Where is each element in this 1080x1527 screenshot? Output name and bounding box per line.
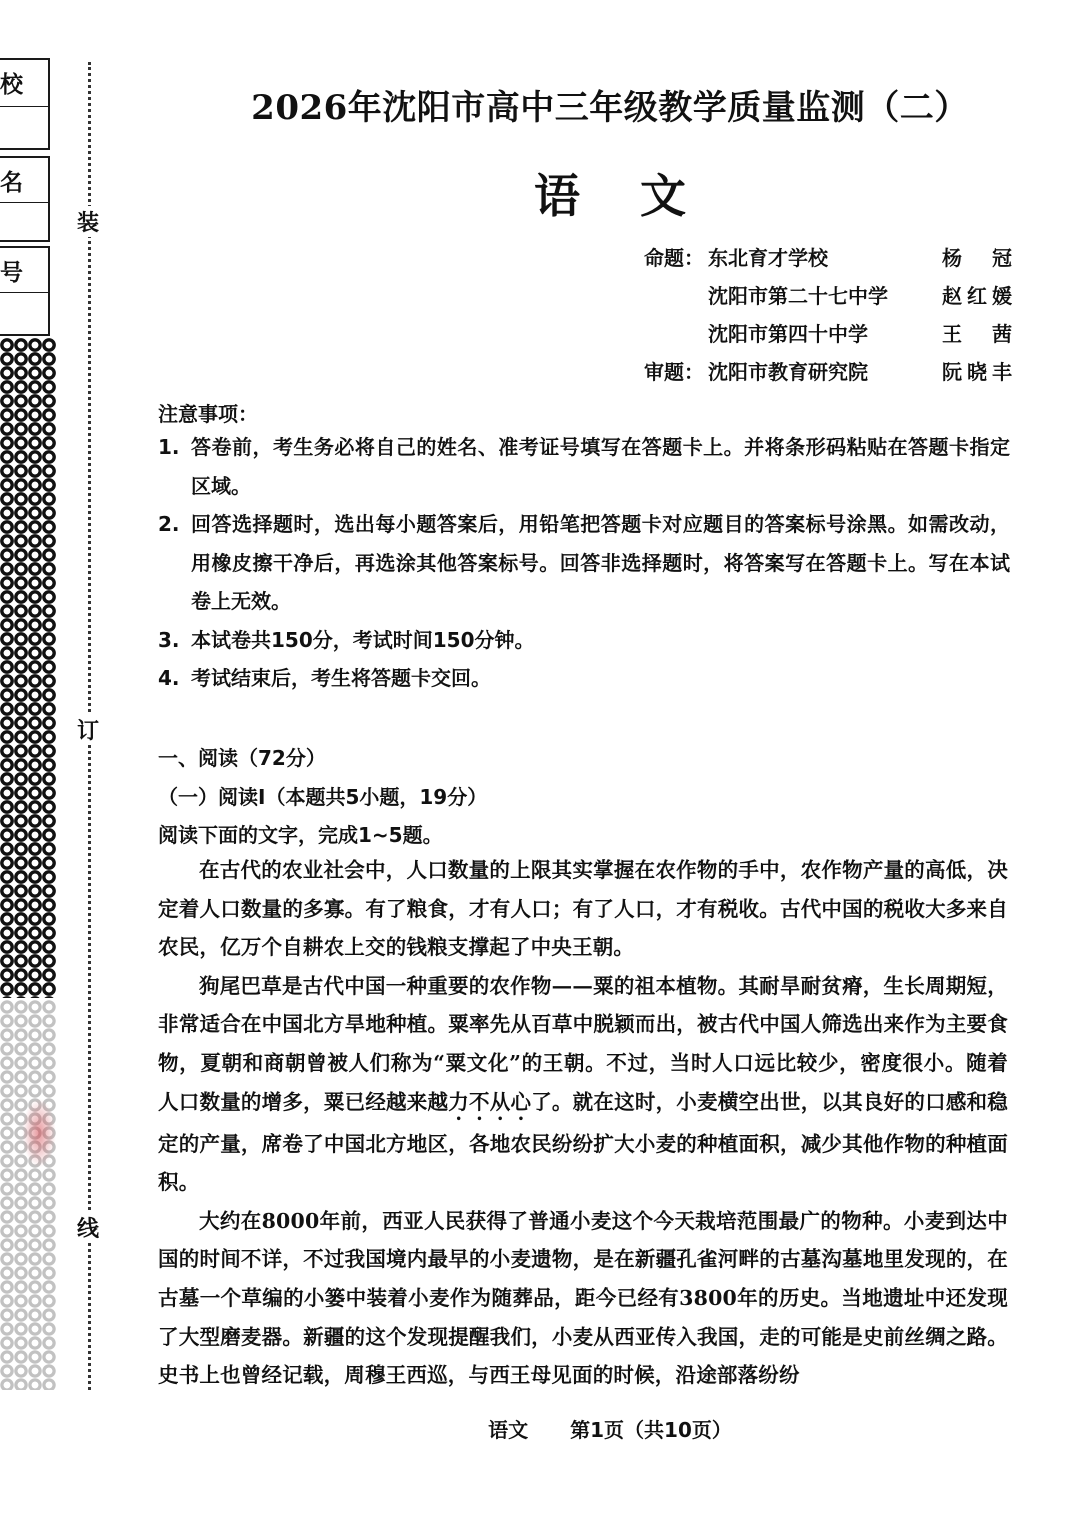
notice-item [158, 428, 1010, 505]
binding-char-zhuang: 装 [74, 206, 102, 237]
credit-person: 赵红媛 [942, 284, 1012, 308]
credit-person: 王茜 [942, 322, 1012, 346]
page-footer [150, 1414, 1070, 1443]
notice-list [158, 428, 1010, 698]
binding-char-xian: 线 [74, 1212, 102, 1243]
school-field-label: 校 [0, 72, 23, 98]
credit-person: 杨冠 [942, 246, 1012, 270]
name-field-label: 名 [0, 170, 23, 196]
credit-row [640, 352, 1020, 390]
passage-text: 了。就在这时，小麦横空出世，以其良好的口感和稳定的产量，席卷了中国北方地区，各地农民纷纷扩大小麦的种植面积，减少其他作物的种植面积。 [158, 1089, 1008, 1195]
credits-block [640, 238, 1020, 390]
binding-margin [0, 0, 100, 1527]
notice-text: 本试卷共150分，考试时间150分钟。 [191, 627, 535, 652]
credit-role: 审题： [644, 360, 704, 384]
passage-paragraph: 在古代的农业社会中，人口数量的上限其实掌握在农作物的手中，农作物产量的高低，决定着人口数量的多寡。有了粮食，才有人口；有了人口，才有税收。古代中国的税收大多来自农民，亿万个自耕农上交的钱粮支撑起了中央王朝。 [158, 858, 1008, 960]
notice-text: 考试结束后，考生将答题卡交回。 [191, 666, 491, 690]
credit-person: 阮晓丰 [942, 360, 1012, 384]
red-stamp-mark [22, 1098, 56, 1168]
notice-title: 注意事项： [158, 402, 258, 426]
notice-text: 回答选择题时，选出每小题答案后，用铅笔把答题卡对应题目的答案标号涂黑。如需改动，用橡皮擦干净后，再选涂其他答案标号。回答非选择题时，将答案写在答题卡上。写在本试卷上无效。 [191, 512, 1010, 613]
notice-item [158, 659, 1010, 698]
credit-school: 沈阳市教育研究院 [708, 360, 868, 384]
credit-role: 命题： [644, 246, 704, 270]
notice-item [158, 621, 1010, 660]
reading-passage [158, 851, 1008, 1395]
subject-title: 语文 [534, 169, 746, 223]
school-field [0, 58, 50, 150]
binding-char-ding: 订 [74, 714, 102, 745]
number-field [0, 246, 50, 336]
credit-school: 东北育才学校 [708, 246, 828, 270]
credit-row [640, 238, 1020, 276]
notice-text: 答卷前，考生务必将自己的姓名、准考证号填写在答题卡上。并将条形码粘贴在答题卡指定区域。 [191, 435, 1010, 498]
footer-subject: 语文 [488, 1418, 529, 1442]
section-heading: 一、阅读（72分） [158, 746, 326, 770]
notice-item [158, 505, 1010, 621]
reading-instruction: 阅读下面的文字，完成1~5题。 [158, 823, 443, 847]
passage-paragraph [158, 967, 1008, 1202]
notice-number: 1. [158, 435, 180, 459]
subsection-heading: （一）阅读Ⅰ（本题共5小题，19分） [158, 785, 488, 809]
notice-number: 4. [158, 666, 180, 690]
credit-school: 沈阳市第四十中学 [708, 322, 868, 346]
passage-paragraph: 大约在8000年前，西亚人民获得了普通小麦这个今天栽培范围最广的物种。小麦到达中国的时间不详，不过我国境内最早的小麦遗物，是在新疆孔雀河畔的古墓沟墓地里发现的，在古墓一个草编的小篓中装着小麦作为随葬品，距今已经有3800年的历史。当地遗址中还发现了大型磨麦器。新疆的这个发现提醒我们，小麦从西亚传入我国，走的可能是史前丝绸之路。史书上也曾经记载，周穆王西巡，与西王母见面的时候，沿途部落纷纷 [158, 1208, 1008, 1388]
gear-pattern [0, 338, 56, 998]
credit-row [640, 276, 1020, 314]
credit-row [640, 314, 1020, 352]
footer-page-number: 第1页（共10页） [570, 1418, 732, 1442]
exam-title: 2026年沈阳市高中三年级教学质量监测（二） [251, 88, 969, 128]
emphasized-phrase: 力不从心 [448, 1089, 532, 1114]
notice-number: 2. [158, 512, 180, 536]
gear-pattern-faded [0, 1000, 56, 1390]
number-field-label: 号 [0, 260, 23, 286]
name-field [0, 156, 50, 242]
credit-school: 沈阳市第二十七中学 [708, 284, 888, 308]
passage-text: 狗尾巴草是古代中国一种重要的农作物——粟的祖本植物。其耐旱耐贫瘠，生长周期短，非常适合在中国北方旱地种植。粟率先从百草中脱颖而出，被古代中国人筛选出来作为主要食物，夏朝和商朝曾被人们称为“粟文化”的王朝。不过，当时人口远比较少，密度很小。随着人口数量的增多，粟已经越来越 [158, 973, 1008, 1114]
notice-number: 3. [158, 627, 180, 652]
